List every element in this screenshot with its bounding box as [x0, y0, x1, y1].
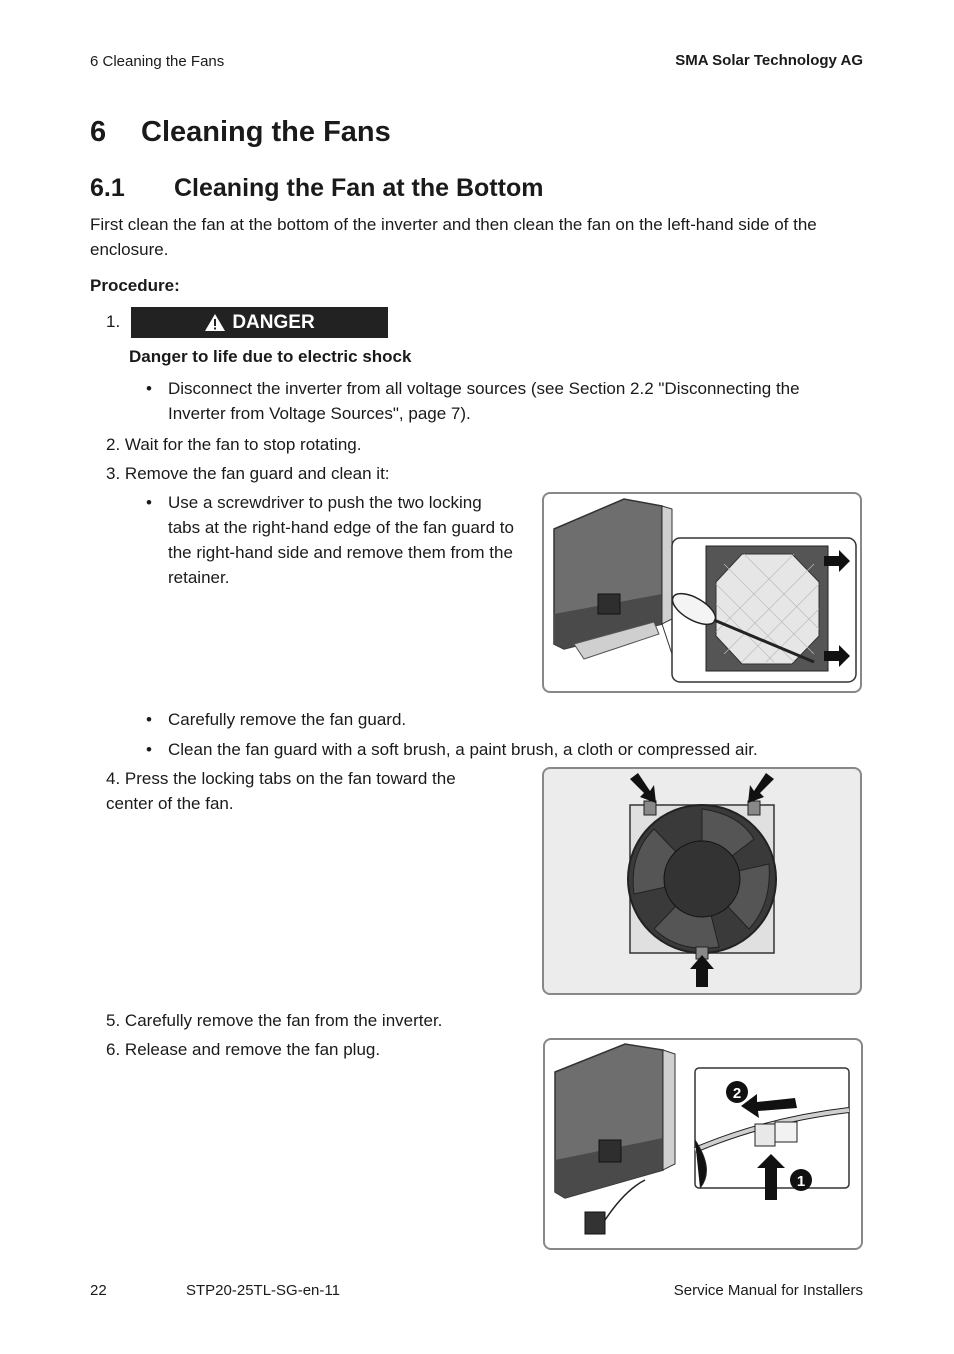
- page-number: 22: [90, 1282, 107, 1299]
- step-3-number: 3.: [106, 464, 121, 483]
- step-3-text: Remove the fan guard and clean it:: [124, 464, 390, 483]
- step-2-text: Wait for the fan to stop rotating.: [124, 435, 362, 454]
- step-3: [106, 461, 390, 486]
- step-4-text: Press the locking tabs on the fan toward the center of the fan.: [106, 769, 456, 813]
- step-2: [106, 432, 361, 457]
- step-6: [106, 1037, 380, 1062]
- step-5: [106, 1008, 442, 1033]
- callout-1: 1: [796, 1173, 806, 1190]
- bullet-text: Carefully remove the fan guard.: [168, 710, 407, 729]
- fan-illustration: [544, 769, 860, 993]
- bullet-text: Disconnect the inverter from all voltage sources (see Section 2.2 "Disconnecting the Inverter from Voltage Sources", page 7).: [168, 379, 800, 423]
- running-header-company: SMA Solar Technology AG: [675, 52, 863, 69]
- callout-2: 2: [732, 1085, 742, 1102]
- warning-triangle-icon: [204, 313, 226, 332]
- step-1-number: 1.: [106, 312, 121, 331]
- section-number: 6.1: [90, 174, 125, 202]
- step-6-text: Release and remove the fan plug.: [124, 1040, 381, 1059]
- document-id: STP20-25TL-SG-en-11: [186, 1282, 340, 1299]
- figure-fan-plug-release: [543, 1038, 863, 1250]
- fan-plug-illustration: [545, 1040, 861, 1248]
- step-3-bullet-3: • Clean the fan guard with a soft brush, a paint brush, a cloth or compressed air.: [146, 740, 758, 759]
- step-6-number: 6.: [106, 1040, 121, 1059]
- step-4: [106, 766, 486, 816]
- chapter-title: Cleaning the Fans: [141, 116, 391, 148]
- manual-title: Service Manual for Installers: [673, 1282, 863, 1299]
- danger-label: [131, 307, 388, 338]
- step-3-bullet-2: • Carefully remove the fan guard.: [146, 710, 407, 729]
- step-2-number: 2.: [106, 435, 121, 454]
- step-5-text: Carefully remove the fan from the inverter.: [124, 1011, 443, 1030]
- danger-title: Danger to life due to electric shock: [129, 347, 412, 366]
- step-4-number: 4.: [106, 769, 121, 788]
- step-5-number: 5.: [106, 1011, 121, 1030]
- step-1-bullet: • Disconnect the inverter from all voltage sources (see Section 2.2 "Disconnecting the Inverter from Voltage Sources", page 7).: [146, 379, 800, 423]
- chapter-number: 6: [90, 116, 107, 148]
- intro-paragraph: First clean the fan at the bottom of the inverter and then clean the fan on the left-hand side of the enclosure.: [90, 215, 817, 259]
- fan-guard-illustration: [544, 494, 860, 691]
- danger-text: DANGER: [232, 311, 315, 333]
- running-header-section: 6 Cleaning the Fans: [90, 53, 225, 70]
- step-3-bullet-1: • Use a screwdriver to push the two locking tabs at the right-hand edge of the fan guard to the right-hand side and remove them from the retainer.: [146, 493, 514, 587]
- chapter-heading: [90, 116, 391, 149]
- bullet-text: Clean the fan guard with a soft brush, a paint brush, a cloth or compressed air.: [168, 740, 758, 759]
- section-title: Cleaning the Fan at the Bottom: [174, 174, 544, 202]
- figure-fan-locking-tabs: [542, 767, 862, 995]
- section-heading: [90, 174, 543, 203]
- procedure-label: Procedure:: [90, 276, 180, 295]
- figure-fan-guard-removal: [542, 492, 862, 693]
- bullet-text: Use a screwdriver to push the two locking tabs at the right-hand edge of the fan guard to the right-hand side and remove them from the retainer.: [168, 493, 514, 587]
